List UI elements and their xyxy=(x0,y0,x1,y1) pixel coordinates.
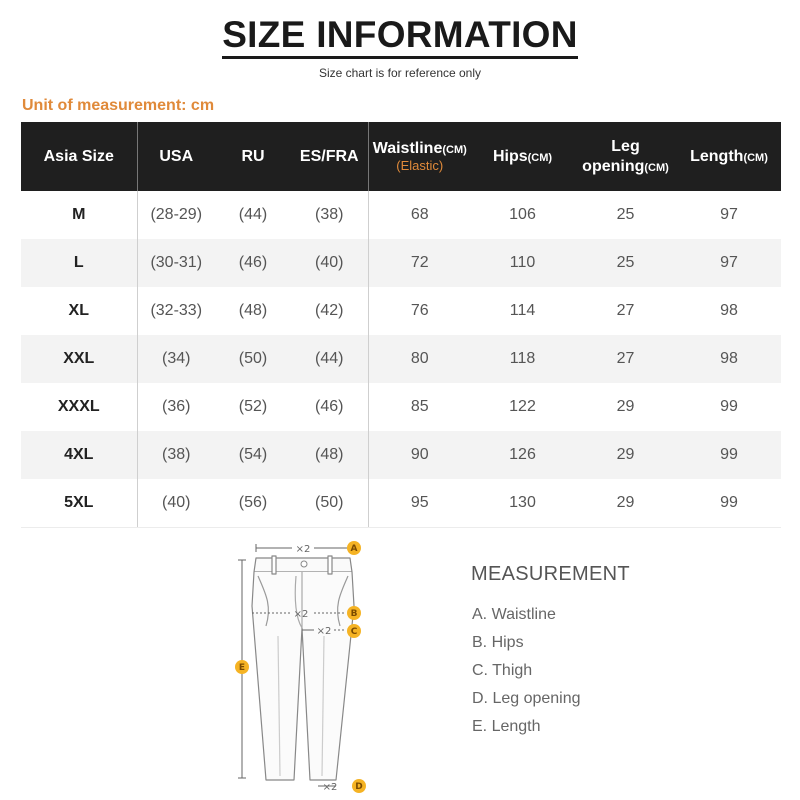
cell-asia-size: XL xyxy=(68,302,89,319)
table-row xyxy=(21,479,781,527)
header-length-unit: (CM) xyxy=(743,151,768,164)
measurement-item-thigh: C. Thigh xyxy=(472,662,533,679)
header-leg-opening xyxy=(574,122,677,191)
cell-leg-opening: 29 xyxy=(616,398,635,415)
cell-leg-opening: 27 xyxy=(574,335,677,383)
header-ru: RU xyxy=(215,122,291,191)
measurement-title: MEASUREMENT xyxy=(471,563,630,585)
cell-waistline: 85 xyxy=(368,383,471,431)
cell-usa: (36) xyxy=(137,383,215,431)
measurement-item-hips: B. Hips xyxy=(472,634,524,651)
header-es-fra: ES/FRA xyxy=(291,122,368,191)
marker-b: B xyxy=(350,609,358,619)
cell-length: 99 xyxy=(677,431,781,479)
cell-ru: (48) xyxy=(238,302,268,319)
cell-waistline: 90 xyxy=(368,431,471,479)
cell-hips: 110 xyxy=(471,239,574,287)
cell-usa: (32-33) xyxy=(137,287,215,335)
cell-ru: (56) xyxy=(215,479,291,527)
cell-asia-size: M xyxy=(72,206,86,223)
table-header-row xyxy=(21,122,781,191)
cell-es-fra: (38) xyxy=(315,206,344,223)
marker-e: E xyxy=(238,663,246,673)
header-hips-label: Hips xyxy=(492,147,528,165)
cell-usa: (38) xyxy=(137,431,215,479)
cell-es-fra: (46) xyxy=(315,398,344,415)
header-usa: USA xyxy=(137,122,215,191)
cell-waistline: 68 xyxy=(368,191,471,239)
cell-usa: (30-31) xyxy=(137,239,215,287)
cell-asia-size: XXL xyxy=(21,335,137,383)
cell-es-fra: (48) xyxy=(291,431,368,479)
measurement-item-waistline: A. Waistline xyxy=(472,606,556,623)
table-row xyxy=(21,191,781,239)
header-length-label: Length xyxy=(690,147,744,165)
cell-leg-opening: 25 xyxy=(616,206,635,223)
multiplier-c: ×2 xyxy=(316,626,332,637)
header-leg-line1: Leg xyxy=(611,138,640,156)
marker-c: C xyxy=(350,627,358,637)
header-asia-size: Asia Size xyxy=(21,122,137,191)
table-row xyxy=(21,383,781,431)
cell-waistline: 80 xyxy=(368,335,471,383)
measurement-item-leg-opening: D. Leg opening xyxy=(472,690,581,707)
header-leg-unit: (CM) xyxy=(644,161,669,174)
cell-waistline: 95 xyxy=(368,479,471,527)
multiplier-d: ×2 xyxy=(322,782,338,793)
cell-hips: 122 xyxy=(509,398,536,415)
cell-hips: 114 xyxy=(509,302,536,319)
cell-ru: (54) xyxy=(215,431,291,479)
cell-hips: 126 xyxy=(471,431,574,479)
table-row xyxy=(21,335,781,383)
measurement-item-length: E. Length xyxy=(472,718,541,735)
multiplier-b: ×2 xyxy=(293,609,309,620)
header-leg-line2: opening xyxy=(582,157,645,175)
cell-es-fra: (50) xyxy=(291,479,368,527)
cell-leg-opening: 27 xyxy=(616,302,635,319)
header-hips-unit: (CM) xyxy=(527,151,553,164)
measurement-list xyxy=(472,605,581,745)
cell-asia-size: L xyxy=(21,239,137,287)
cell-leg-opening: 29 xyxy=(574,431,677,479)
cell-leg-opening: 25 xyxy=(574,239,677,287)
cell-es-fra: (42) xyxy=(315,302,344,319)
cell-ru: (52) xyxy=(238,398,268,415)
table-row xyxy=(21,287,781,335)
cell-waistline: 76 xyxy=(368,287,471,335)
cell-asia-size: XXXL xyxy=(57,398,100,415)
cell-ru: (46) xyxy=(215,239,291,287)
header-hips xyxy=(471,122,574,191)
cell-es-fra: (40) xyxy=(291,239,368,287)
cell-usa: (34) xyxy=(137,335,215,383)
cell-length: 97 xyxy=(720,206,738,223)
page-title-text: SIZE INFORMATION xyxy=(222,14,578,59)
cell-ru: (50) xyxy=(215,335,291,383)
cell-asia-size: 5XL xyxy=(21,479,137,527)
cell-usa: (40) xyxy=(137,479,215,527)
multiplier-a: ×2 xyxy=(295,544,311,555)
cell-length: 99 xyxy=(677,479,781,527)
header-waistline-unit: (CM) xyxy=(442,144,467,157)
cell-asia-size: 4XL xyxy=(21,431,137,479)
cell-length: 98 xyxy=(720,302,738,319)
cell-hips: 106 xyxy=(509,206,536,223)
trousers-icon xyxy=(222,536,382,798)
cell-length: 98 xyxy=(677,335,781,383)
cell-usa: (28-29) xyxy=(137,191,215,239)
header-length xyxy=(677,122,781,191)
cell-es-fra: (44) xyxy=(291,335,368,383)
page-subtitle: Size chart is for reference only xyxy=(318,66,482,80)
trousers-diagram xyxy=(222,536,382,798)
cell-waistline: 72 xyxy=(368,239,471,287)
table-row xyxy=(21,431,781,479)
header-waistline-label: Waistline xyxy=(372,140,443,158)
header-waistline xyxy=(368,122,471,191)
unit-label: Unit of measurement: cm xyxy=(22,97,215,114)
page-title xyxy=(0,14,800,56)
cell-length: 99 xyxy=(720,398,738,415)
size-table xyxy=(21,122,781,528)
cell-hips: 130 xyxy=(471,479,574,527)
marker-d: D xyxy=(355,782,363,792)
header-waistline-note: (Elastic) xyxy=(396,158,444,174)
cell-leg-opening: 29 xyxy=(574,479,677,527)
cell-length: 97 xyxy=(677,239,781,287)
marker-a: A xyxy=(350,544,358,554)
table-row xyxy=(21,239,781,287)
cell-ru: (44) xyxy=(238,206,268,223)
cell-hips: 118 xyxy=(471,335,574,383)
